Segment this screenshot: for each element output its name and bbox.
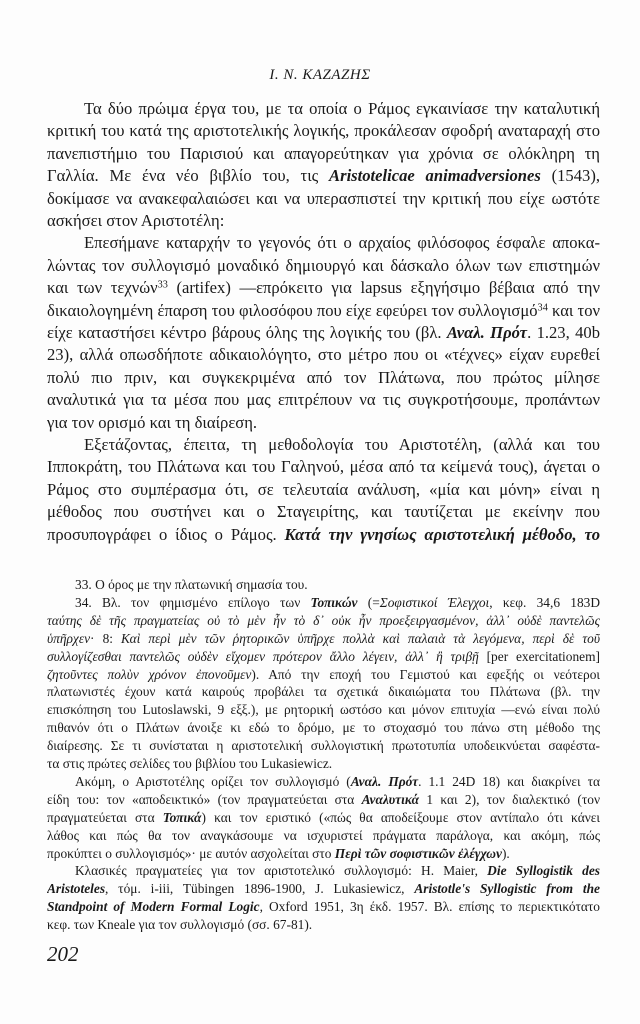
text-run: 23), αλλά οπωσδήποτε αδικαιολόγητο, στο μέτρο που οι «τέχνες» είχαν ευρεθεί — [47, 345, 600, 365]
body-line — [47, 278, 600, 300]
emphasis-text: Περὶ τῶν σοφιστικῶν ἐλέγχων — [334, 845, 502, 861]
body-line — [84, 99, 600, 121]
footnote-line — [75, 595, 600, 613]
footnote-ref: 34 — [537, 301, 548, 313]
body-line — [47, 480, 600, 502]
text-run: Εξετάζοντας, έπειτα, τη μεθοδολογία του Αριστοτέλη, (αλλά και του — [84, 435, 600, 454]
body-line — [47, 301, 600, 323]
body-line — [47, 345, 600, 367]
text-run: και τον — [547, 300, 600, 320]
emphasis-text: Aristoteles — [47, 881, 106, 897]
footnote-line — [47, 899, 600, 917]
footnote-line — [47, 684, 600, 702]
text-run: είχε καταστήσει κέντρο βάρους όλης της λογικής του (βλ. — [47, 323, 447, 342]
text-run: προσυπογράφει ο ίδιος ο Ράμος. — [47, 524, 285, 544]
footnote-line — [47, 881, 600, 899]
body-line — [47, 166, 600, 188]
body-line — [47, 390, 600, 412]
text-run: επισκόπηση του Lutoslawski, 9 εξξ.), με ρητορική ωστόσο και μόνον επιτυχία —ενώ είναι πολύ — [47, 702, 600, 718]
body-line — [84, 233, 600, 255]
text-run: Ιπποκράτη, του Πλάτωνα και του Γαληνού, μέσα από τα κείμενά τους), άγεται ο — [47, 457, 600, 477]
footnote-line — [75, 863, 600, 881]
text-run: είδη του: τον «αποδεικτικό» (τον πραγματεύεται στα — [47, 791, 362, 807]
text-run: (= — [357, 594, 380, 610]
emphasis-text: Αναλ. Πρότ — [446, 323, 528, 342]
text-run: Κλασικές πραγματείες για τον αριστοτελικό συλλογισμό: H. Maier, — [75, 863, 488, 879]
text-run: Επεσήμανε καταρχήν το γεγονός ότι ο αρχαίος φιλόσοφος έσφαλε αποκα- — [84, 233, 600, 253]
emphasis-text: ζητοῦντες πολὺν χρόνον ἐπονοῦμεν — [47, 666, 252, 682]
footnote-line — [47, 828, 600, 846]
text-run: κριτική του κατά της αριστοτελικής λογικής, προκάλεσαν σφοδρή αναταραχή στο — [47, 121, 600, 141]
text-run: πιθανόν ότι ο Πλάτων άνοιξε κι εδώ το δρόμο, με το στοχασμό του πάνω στη μέθοδο της — [47, 720, 600, 736]
emphasis-text: Τοπικά — [162, 809, 202, 825]
footnote-line — [75, 774, 600, 792]
footnote-line — [75, 577, 600, 593]
body-line — [47, 502, 600, 524]
emphasis-text: ὑπῆρχεν — [47, 630, 91, 646]
text-run: πανεπιστήμιο του Παρισιού και απαγορεύτηκαν για χρόνια σε ολόκληρη τη — [47, 143, 600, 163]
footnote-line — [47, 738, 600, 756]
body-line — [47, 413, 600, 433]
emphasis-text: Σοφιστικοί Έλεγχοι — [379, 594, 490, 610]
text-run: λάθος και πώς θα τον αναγκάσουμε να ισχυριστεί πράγματα παράλογα, και ακόμη, πώς — [47, 827, 600, 843]
text-run: και των τεχνών — [47, 278, 158, 298]
footnote-line — [47, 917, 600, 933]
body-line — [47, 211, 600, 231]
body-line — [84, 435, 600, 457]
text-run: 34. Βλ. τον φημισμένο επίλογο των — [75, 594, 311, 610]
emphasis-text: Aristotelicae animadversiones — [329, 166, 541, 186]
emphasis-text: Die Syllogistik des — [487, 863, 600, 879]
text-run: , τόμ. i-iii, Tübingen 1896-1900, J. Lukasiewicz, — [105, 881, 415, 897]
text-run: πλατωνιστές έχουν κατά καιρούς προβάλει τα σχετικά δικαιώματα του Πλάτωνα (βλ. την — [47, 684, 600, 700]
emphasis-text: Αναλυτικά — [361, 791, 420, 807]
text-run: προκύπτει ο συλλογισμός»· με αυτόν ασχολείται στο — [47, 845, 335, 861]
footnote-line — [47, 667, 600, 685]
text-run: ). — [501, 845, 510, 861]
text-run: λώντας τον συλλογισμό μοναδικό δημιουργό και δάσκαλο όλων των επιστημών — [47, 255, 600, 275]
text-run: δοκίμασε να ανακεφαλαιώσει και να υπερασπιστεί την κριτική που είχε ωστότε — [47, 188, 600, 208]
text-run: πραγματεύεται στα — [47, 809, 163, 825]
footnote-line — [47, 631, 600, 649]
body-line — [47, 368, 600, 390]
footnote-line — [47, 702, 600, 720]
body-line — [47, 189, 600, 211]
text-run: ). Από την εποχή του Γεμιστού και εφεξής οι νεότεροι — [251, 666, 600, 682]
text-run: κεφ. των Kneale για τον συλλογισμό (σσ. 67-81). — [47, 917, 313, 933]
text-run: , κεφ. 34,6 183D — [489, 594, 600, 610]
text-run: για τον ορισμό και τη διαίρεση. — [47, 412, 258, 432]
running-head: I. N. ΚΑΖΑΖΗΣ — [269, 67, 371, 83]
emphasis-text: συλλογίζεσθαι παντελῶς οὐδὲν εἴχομεν πρότερον ἄλλο λέγειν, ἀλλ᾽ ἢ τριβῇ — [47, 648, 479, 664]
body-line — [47, 256, 600, 278]
text-run: αναλυτικά για τα μέσα που μας επιτρέπουν να τις συγκροτήσουμε, προπάντων — [47, 390, 600, 410]
emphasis-text: Καὶ περὶ μὲν τῶν ῥητορικῶν ὑπῆρχε πολλὰ καὶ παλαιὰ τὰ λεγόμενα, περὶ δὲ τοῦ — [121, 630, 600, 646]
body-line — [47, 525, 600, 547]
body-line — [47, 144, 600, 166]
text-run: · 8: — [90, 630, 122, 646]
emphasis-text: Standpoint of Modern Formal Logic — [47, 899, 260, 915]
text-run: τα στις πρώτες σελίδες του βιβλίου του Lukasiewicz. — [47, 756, 333, 771]
text-run: 1 και 2), τον διαλεκτικό (τον — [419, 791, 600, 807]
footnote-line — [47, 810, 600, 828]
body-line — [47, 121, 600, 143]
emphasis-text: Κατά την γνησίως αριστοτελική μέθοδο, το — [284, 524, 600, 544]
text-run: Ράμος στο συμπέρασμα ότι, σε τελευταία ανάλυση, «μία και μόνη» είναι η — [47, 479, 600, 499]
text-run: . 1.1 24D 18) και διακρίνει τα — [418, 773, 600, 789]
emphasis-text: Aristotle's Syllogistic from the — [414, 881, 600, 897]
body-line — [47, 323, 600, 345]
text-run: μέθοδος που συστήνει και ο Σταγειρίτης, και ταυτίζεται με εκείνην που — [47, 502, 600, 522]
footnote-ref: 33 — [157, 279, 168, 291]
text-run: Τα δύο πρώιμα έργα του, με τα οποία ο Ράμος εγκαινίασε την καταλυτική — [84, 99, 600, 118]
text-run: 33. Ο όρος με την πλατωνική σημασία του. — [75, 577, 308, 592]
footnote-line — [47, 846, 600, 862]
text-run: Γαλλία. Με ένα νέο βιβλίο του, τις — [47, 166, 330, 186]
text-run: [per exercitationem] — [478, 648, 600, 664]
text-run: . 1.23, 40b — [527, 323, 600, 342]
text-run: ασκήσει στον Αριστοτέλη: — [47, 211, 225, 230]
emphasis-text: Αναλ. Πρότ — [350, 773, 419, 789]
footnote-line — [47, 613, 600, 631]
text-run: , Oxford 1951, 3η έκδ. 1957. Βλ. επίσης το περιεκτικότατο — [259, 899, 600, 915]
text-run: (artifex) —επρόκειτο για lapsus εξηγήσιμο βέβαια από την — [167, 278, 600, 298]
text-run: Ακόμη, ο Αριστοτέλης ορίζει τον συλλογισμό ( — [75, 773, 351, 789]
text-run: (1543), — [540, 166, 600, 186]
body-line — [47, 457, 600, 479]
text-run: πολύ πιο πριν, και συγκεκριμένα από τον Πλάτωνα, που πρώτος μίλησε — [47, 367, 600, 387]
footnote-line — [47, 756, 600, 772]
footnote-line — [47, 792, 600, 810]
text-run: δικαιολογημένη έπαρση του φιλοσόφου που είχε εφεύρει τον συλλογισμό — [47, 300, 538, 320]
footnote-line — [47, 649, 600, 667]
text-run: ) και τον εριστικό («πώς θα αποδείξουμε στον αντίπαλο ότι κάνει — [201, 809, 600, 825]
emphasis-text: Τοπικών — [310, 594, 358, 610]
text-run: διαίρεσης. Σε τι συνίσταται η αριστοτελική συλλογιστική πρωτοτυπία υποδεικνύεται σαφέστα- — [47, 738, 600, 754]
footnote-line — [47, 720, 600, 738]
emphasis-text: ταύτης δὲ τῆς πραγματείας οὐ τὸ μὲν ἦν τὸ δ᾽ οὐκ ἦν προεξειργασμένον, ἀλλ᾽ οὐδὲ παντελῶς — [47, 612, 600, 628]
page-number: 202 — [47, 942, 79, 966]
